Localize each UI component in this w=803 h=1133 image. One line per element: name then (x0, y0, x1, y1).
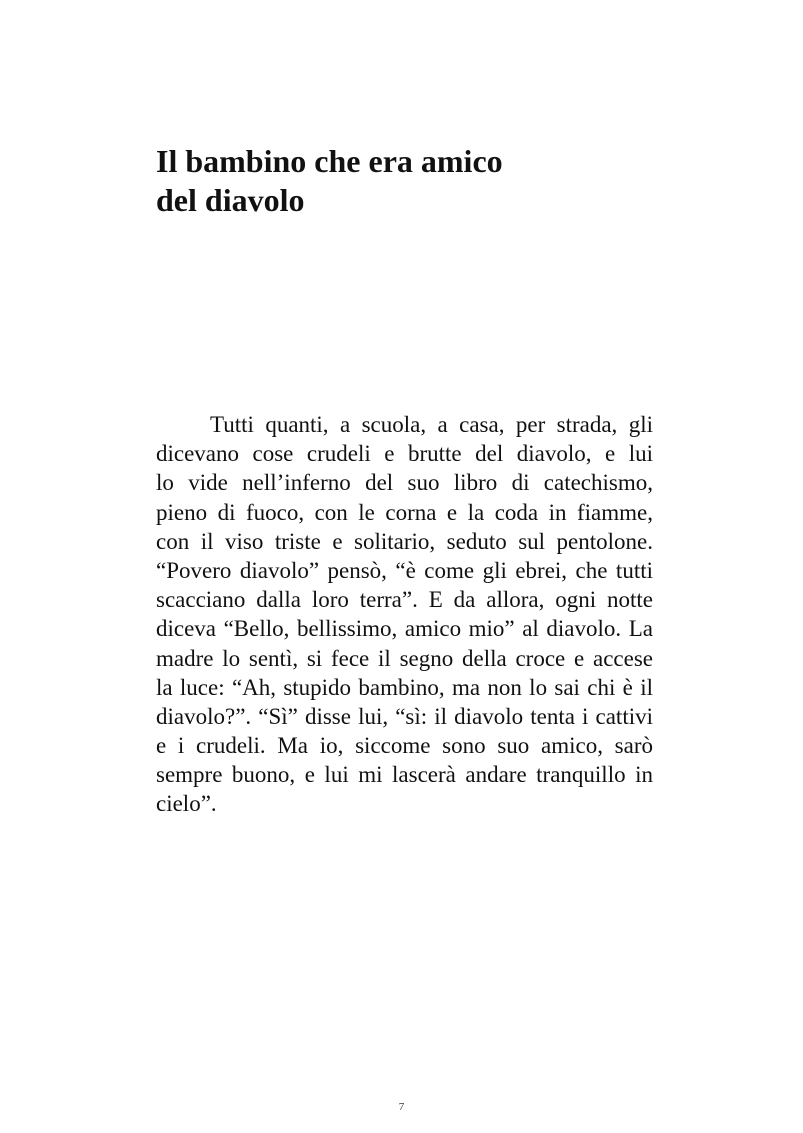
paragraph-line-1: Tutti quanti, a scuola, a casa, per strada, gli (210, 412, 653, 437)
page-number: 7 (398, 1101, 405, 1113)
paragraph-line-5: con il viso triste e solitario, seduto sul pentolone. (156, 528, 653, 554)
chapter-title (156, 142, 656, 220)
paragraph-line-12: e i crudeli. Ma io, siccome sono suo amico, sarò (156, 733, 653, 759)
paragraph-line-14: cielo”. (156, 791, 217, 817)
paragraph-line-8: diceva “Bello, bellissimo, amico mio” al diavolo. La (156, 616, 653, 642)
paragraph-line-6: “Povero diavolo” pensò, “è come gli ebrei, che tutti (156, 557, 653, 583)
body-paragraph (156, 410, 676, 819)
paragraph-line-13: sempre buono, e lui mi lascerà andare tranquillo in (156, 762, 653, 788)
paragraph-line-7: scacciano dalla loro terra”. E da allora, ogni notte (156, 587, 653, 613)
paragraph-line-2: dicevano cose crudeli e brutte del diavolo, e lui (156, 441, 653, 467)
paragraph-line-11: diavolo?”. “Sì” disse lui, “sì: il diavolo tenta i cattivi (156, 703, 653, 729)
paragraph-line-4: pieno di fuoco, con le corna e la coda in fiamme, (156, 499, 653, 525)
paragraph-line-9: madre lo sentì, si fece il segno della croce e accese (156, 645, 653, 671)
chapter-title-line-1: Il bambino che era amico (156, 143, 503, 179)
paragraph-line-10: la luce: “Ah, stupido bambino, ma non lo sai chi è il (156, 674, 653, 700)
chapter-title-line-2: del diavolo (156, 182, 305, 218)
paragraph-line-3: lo vide nell’inferno del suo libro di catechismo, (156, 470, 653, 496)
